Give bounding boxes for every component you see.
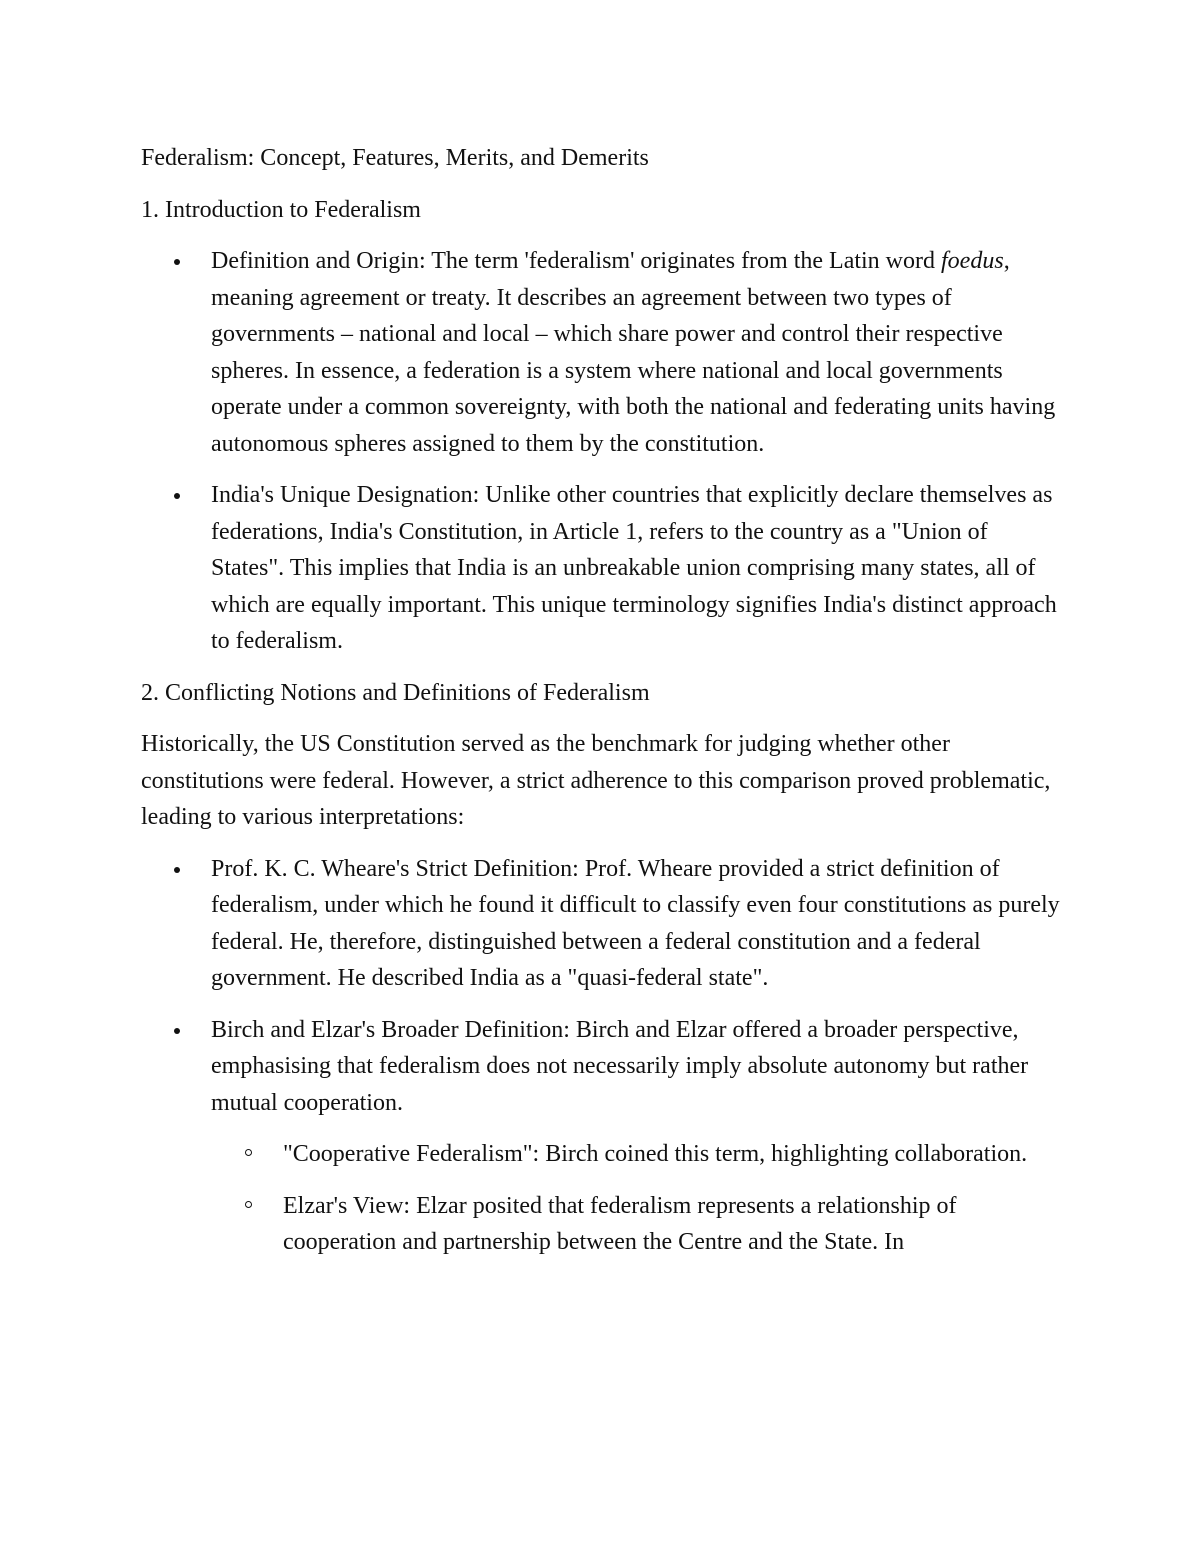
hollow-bullet-icon [245, 1149, 252, 1156]
section-intro-paragraph: Historically, the US Constitution served as the benchmark for judging whether other constitutions were federal. However, a strict adherence to this comparison proved problematic, leading to various interpretations: [141, 731, 1051, 830]
cooperative-federalism-text: "Cooperative Federalism": Birch coined this term, highlighting collaboration. [283, 1141, 1028, 1167]
bullet-icon [174, 867, 180, 873]
section-heading-conflicting-notions: 2. Conflicting Notions and Definitions of Federalism [141, 679, 650, 706]
wheare-definition-text: Prof. K. C. Wheare's Strict Definition: Prof. Wheare provided a strict definition of federalism, under which he found it difficult to classify even four constitutions as purely federal. He, therefore, distinguished between a federal constitution and a federal government. He described India as a "quasi-federal state". [211, 855, 1060, 991]
hollow-bullet-icon [245, 1201, 252, 1208]
list-item-definition-origin [141, 243, 1066, 462]
definition-text-rest: , meaning agreement or treaty. It describes an agreement between two types of governments – national and local – which share power and control their respective spheres. In essence, a federation is a system where national and local governments operate under a common sovereignty, with both the national and federating units having autonomous spheres assigned to them by the constitution. [211, 248, 1056, 457]
list-item-wheare-definition [141, 851, 1066, 997]
list-item-india-designation [141, 477, 1066, 660]
bullet-icon [174, 493, 180, 499]
birch-elzar-sublist [211, 1136, 1066, 1261]
india-designation-text: India's Unique Designation: Unlike other countries that explicitly declare themselves as federations, India's Constitution, in Article 1, refers to the country as a "Union of States". This implies that India is an unbreakable union comprising many states, all of which are equally important. This unique terminology signifies India's distinct approach to federalism. [211, 482, 1057, 654]
definition-latin-term: foedus [941, 248, 1004, 274]
sublist-item-elzar-view [211, 1188, 1066, 1261]
introduction-list [141, 243, 1066, 660]
section-heading-introduction: 1. Introduction to Federalism [141, 196, 421, 223]
definition-text-lead: Definition and Origin: The term 'federalism' originates from the Latin word [211, 248, 942, 274]
list-item-birch-elzar-definition [141, 1012, 1066, 1261]
definitions-list [141, 851, 1066, 1261]
document-title: Federalism: Concept, Features, Merits, and Demerits [141, 145, 649, 171]
bullet-icon [174, 259, 180, 265]
birch-elzar-definition-text: Birch and Elzar's Broader Definition: Birch and Elzar offered a broader perspective, emphasising that federalism does not necessarily imply absolute autonomy but rather mutual cooperation. [211, 1016, 1029, 1116]
elzar-view-text: Elzar's View: Elzar posited that federalism represents a relationship of cooperation and partnership between the Centre and the State. In [283, 1192, 957, 1255]
document-body [141, 140, 1066, 1276]
sublist-item-cooperative-federalism [211, 1136, 1066, 1173]
bullet-icon [174, 1028, 180, 1034]
